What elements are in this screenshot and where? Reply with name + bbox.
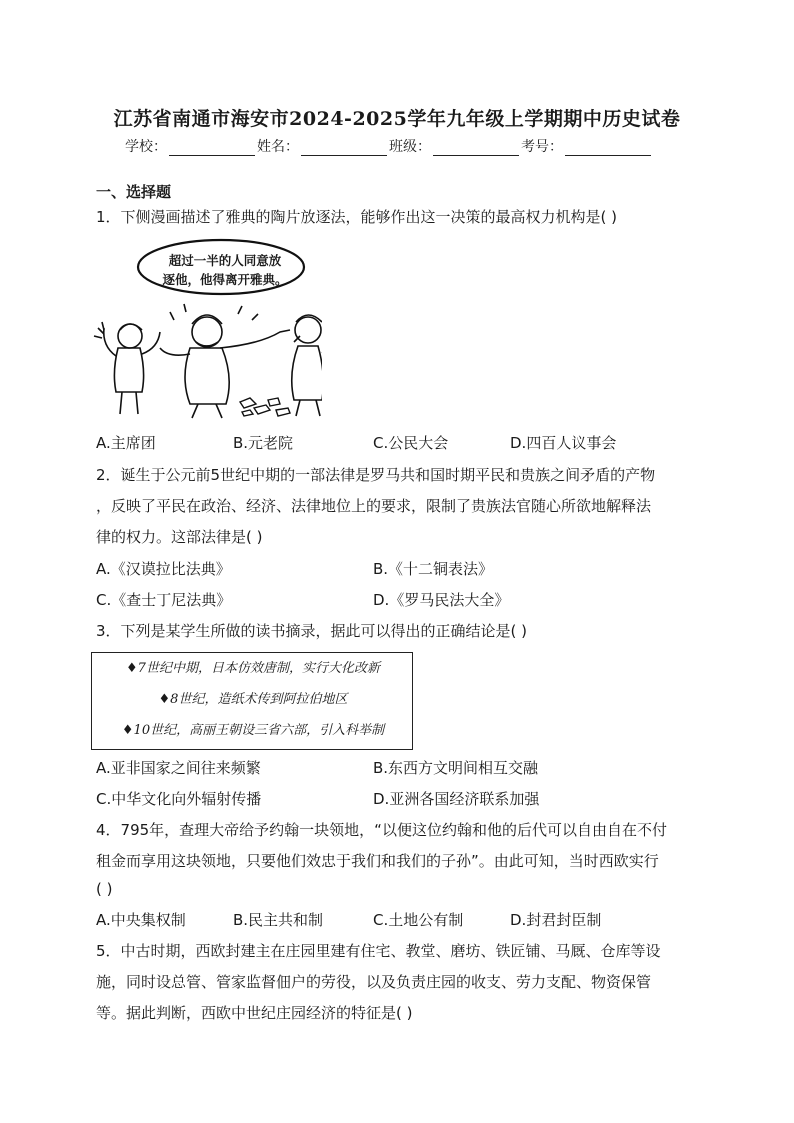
q2-option-d[interactable]: D.《罗马民法大全》 <box>373 591 510 609</box>
q3-option-b[interactable]: B.东西方文明间相互交融 <box>373 759 539 777</box>
q4-option-c[interactable]: C.土地公有制 <box>373 911 464 929</box>
q2-line-3: 律的权力。这部法律是( ) <box>96 528 263 546</box>
q3-option-c[interactable]: C.中华文化向外辐射传播 <box>96 790 262 808</box>
school-blank[interactable] <box>169 141 255 156</box>
q1-option-d[interactable]: D.四百人议事会 <box>510 434 617 452</box>
name-label: 姓名： <box>257 139 299 155</box>
note-3: ♦10世纪，高丽王朝设三省六部，引入科举制 <box>121 723 385 738</box>
school-label: 学校： <box>125 139 167 155</box>
note-1: ♦7世纪中期，日本仿效唐制，实行大化改新 <box>126 661 380 676</box>
q4-option-a[interactable]: A.中央集权制 <box>96 911 186 929</box>
class-blank[interactable] <box>433 141 519 156</box>
q5-line-3: 等。据此判断，西欧中世纪庄园经济的特征是( ) <box>96 1004 413 1022</box>
exam-no-blank[interactable] <box>565 141 651 156</box>
page-title: 江苏省南通市海安市2024-2025学年九年级上学期期中历史试卷 <box>113 108 681 130</box>
name-blank[interactable] <box>301 141 387 156</box>
q1-option-b[interactable]: B.元老院 <box>233 434 294 452</box>
q4-option-b[interactable]: B.民主共和制 <box>233 911 324 929</box>
q4-line-2: 租金而享用这块领地，只要他们效忠于我们和我们的子孙”。由此可知，当时西欧实行 <box>96 852 659 870</box>
q2-option-c[interactable]: C.《查士丁尼法典》 <box>96 591 232 609</box>
bubble-line-1: 超过一半的人同意放 <box>168 253 282 268</box>
q2-option-b[interactable]: B.《十二铜表法》 <box>373 560 494 578</box>
q1-option-a[interactable]: A.主席团 <box>96 434 156 452</box>
q2-line-1: 2．诞生于公元前5世纪中期的一部法律是罗马共和国时期平民和贵族之间矛盾的产物 <box>96 466 656 484</box>
class-label: 班级： <box>389 139 431 155</box>
section-title: 一、选择题 <box>96 183 172 201</box>
bubble-line-2: 逐他，他得离开雅典。 <box>162 272 288 287</box>
q4-line-3: ( ) <box>96 880 113 898</box>
speech-bubble-text <box>150 251 300 289</box>
q5-line-2: 施，同时设总管、管家监督佃户的劳役，以及负责庄园的收支、劳力支配、物资保管 <box>96 973 652 991</box>
exam-no-label: 考号： <box>521 139 563 155</box>
q3-stem: 3．下列是某学生所做的读书摘录，据此可以得出的正确结论是( ) <box>96 622 528 640</box>
student-info-row <box>125 136 685 156</box>
q3-option-a[interactable]: A.亚非国家之间往来频繁 <box>96 759 261 777</box>
q3-option-d[interactable]: D.亚洲各国经济联系加强 <box>373 790 540 808</box>
q2-line-2: ，反映了平民在政治、经济、法律地位上的要求，限制了贵族法官随心所欲地解释法 <box>96 497 652 515</box>
q4-line-1: 4．795年，查理大帝给予约翰一块领地，“以便这位约翰和他的后代可以自由自在不付 <box>96 821 667 839</box>
q2-option-a[interactable]: A.《汉谟拉比法典》 <box>96 560 231 578</box>
q5-line-1: 5．中古时期，西欧封建主在庄园里建有住宅、教堂、磨坊、铁匠铺、马厩、仓库等设 <box>96 942 661 960</box>
q1-stem: 1．下侧漫画描述了雅典的陶片放逐法，能够作出这一决策的最高权力机构是( ) <box>96 208 618 226</box>
reading-notes-box <box>91 652 413 750</box>
q1-option-c[interactable]: C.公民大会 <box>373 434 449 452</box>
q4-option-d[interactable]: D.封君封臣制 <box>510 911 602 929</box>
note-2: ♦8世纪，造纸术传到阿拉伯地区 <box>158 692 348 707</box>
